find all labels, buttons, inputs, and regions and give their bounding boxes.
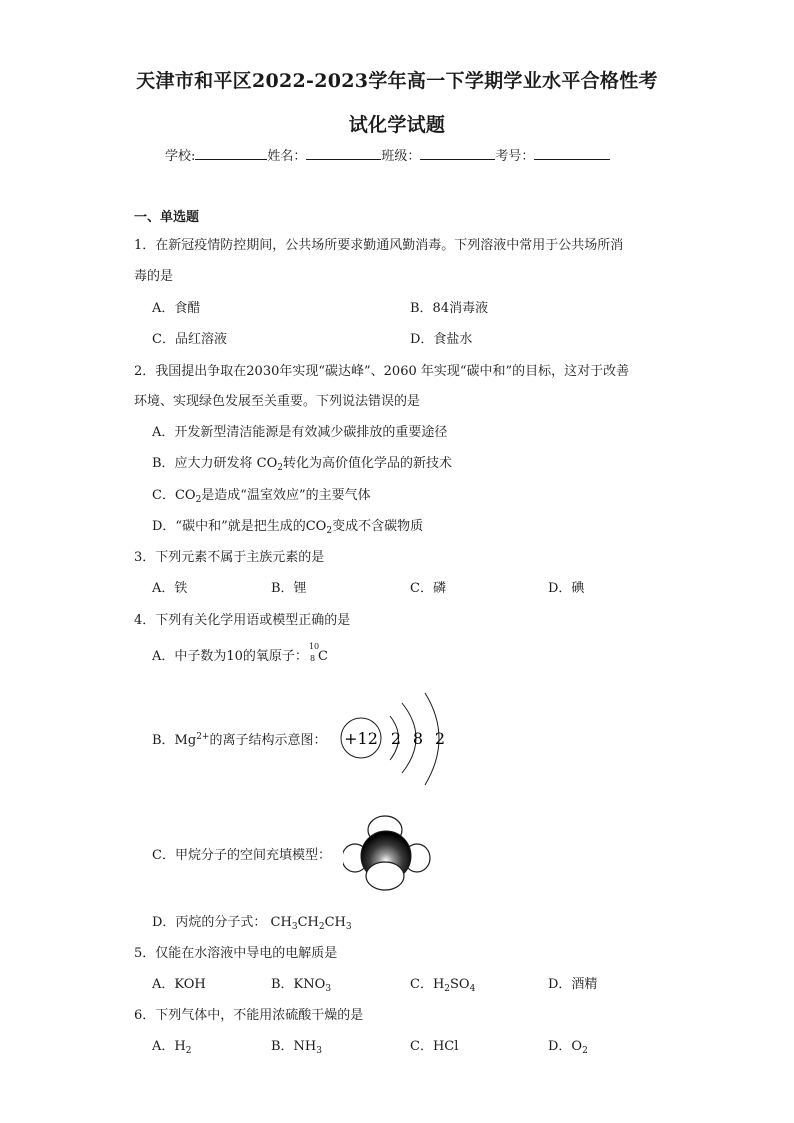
q2-option-d-pre: D．“碳中和”就是把生成的CO [152,519,327,534]
q1-option-d[interactable]: D．食盐水 [410,332,473,347]
q6-option-c[interactable]: C．HCl [410,1039,459,1054]
q5-option-b-pre: B．KNO [271,977,326,992]
q2-option-b-post: 转化为高价值化学品的新技术 [283,456,453,471]
q6-option-d-sub: 2 [582,1046,588,1056]
q5-option-d[interactable]: D．酒精 [548,977,598,992]
q2-option-a[interactable]: A．开发新型清洁能源是有效减少碳排放的重要途径 [152,425,448,440]
q3-option-d[interactable]: D．碘 [548,581,585,596]
q3-option-c[interactable]: C．磷 [410,581,446,596]
q5-option-a[interactable]: A．KOH [152,977,206,992]
q2-option-b[interactable] [152,452,452,471]
q4-option-b-pre: B．Mg [152,733,197,748]
q3-stem: 3．下列元素不属于主族元素的是 [134,550,325,565]
q1-option-c[interactable]: C．品红溶液 [152,332,227,347]
atomic-number: 8 [309,654,316,663]
q6-stem: 6．下列气体中，不能用浓硫酸干燥的是 [134,1008,364,1023]
name-blank[interactable] [306,145,381,160]
q4-option-d[interactable] [152,911,352,930]
exam-no-blank[interactable] [534,145,610,160]
q4-option-d-sub1: 3 [291,922,298,932]
q6-option-b[interactable] [271,1035,322,1054]
q2-option-d[interactable] [152,515,423,534]
school-blank[interactable] [195,145,267,160]
mass-number: 10 [308,642,320,651]
q4-option-a-text: A．中子数为10的氧原子： [152,649,308,664]
q4-option-a[interactable] [152,642,328,664]
q5-option-c-mid: SO [450,977,470,992]
shell-3-electrons: 2 [434,729,446,748]
q2-option-c-pre: C．CO [152,488,196,503]
q6-option-d[interactable] [548,1035,588,1054]
q3-option-b[interactable]: B．锂 [271,581,307,596]
class-label: 班级： [381,149,421,164]
shell-1-electrons: 2 [390,729,402,748]
q1-stem-line-2: 毒的是 [134,269,174,284]
q2-stem-line-1: 2．我国提出争取在2030年实现“碳达峰”、2060 年实现“碳中和”的目标，这对于改善 [134,364,630,379]
q4-option-c[interactable]: C．甲烷分子的空间充填模型： [152,848,331,863]
q6-option-a[interactable] [152,1035,191,1054]
q3-option-a[interactable]: A．铁 [152,581,188,596]
q4-option-b-post: 的离子结构示意图： [209,733,327,748]
q5-option-b-sub: 3 [325,984,332,994]
title-line-2: 试化学试题 [348,114,446,136]
q1-option-a[interactable]: A．食醋 [152,301,201,316]
q2-stem-line-2: 环境、实现绿色发展至关重要。下列说法错误的是 [134,394,421,409]
q4-option-d-mid: CH [297,915,319,930]
name-label: 姓名： [267,149,307,164]
element-symbol: C [317,649,328,664]
q4-option-d-mid2: CH [324,915,346,930]
q2-option-d-sub: 2 [326,526,333,536]
methane-space-filling-model [343,812,433,894]
q1-option-b[interactable]: B．84消毒液 [410,301,489,316]
q4-option-d-sub2: 2 [318,922,325,932]
title-line-1: 天津市和平区2022-2023学年高一下学期学业水平合格性考 [136,70,658,92]
q2-option-c-sub: 2 [195,495,202,505]
ion-structure-diagram [335,688,455,788]
q4-option-d-pre: D．丙烷的分子式： CH [152,915,292,930]
q5-option-c-sub1: 2 [444,984,451,994]
q5-option-c-pre: C．H [410,977,445,992]
q2-option-c[interactable] [152,484,371,503]
q6-option-a-sub: 2 [185,1046,192,1056]
q2-option-b-pre: B．应大力研发将 CO [152,456,278,471]
class-blank[interactable] [420,145,495,160]
q4-option-b-charge: 2+ [196,732,210,742]
isotope-notation [308,642,320,663]
school-label: 学校: [165,149,196,164]
q2-option-b-sub: 2 [277,463,284,473]
hydrogen-atom-front [366,862,404,890]
q5-option-b[interactable] [271,973,331,992]
section-heading: 一、单选题 [134,210,200,225]
nucleus-charge: +12 [344,729,378,748]
q2-option-c-post: 是造成“温室效应”的主要气体 [201,488,371,503]
student-info-line [165,145,610,164]
q4-option-d-sub3: 3 [345,922,352,932]
q5-stem: 5．仅能在水溶液中导电的电解质是 [134,946,338,961]
q6-option-b-pre: B．NH [271,1039,317,1054]
shell-2-electrons: 8 [412,729,424,748]
q1-stem-line-1: 1．在新冠疫情防控期间，公共场所要求勤通风勤消毒。下列溶液中常用于公共场所消 [134,238,624,253]
q4-stem: 4．下列有关化学用语或模型正确的是 [134,613,351,628]
exam-no-label: 考号： [495,149,535,164]
q6-option-b-sub: 3 [316,1046,322,1056]
q6-option-d-pre: D．O [548,1039,583,1054]
q2-option-d-post: 变成不含碳物质 [332,519,424,534]
q6-option-a-pre: A．H [152,1039,186,1054]
q5-option-c-sub2: 4 [469,984,476,994]
q5-option-c[interactable] [410,973,475,992]
q4-option-b[interactable] [152,729,326,748]
